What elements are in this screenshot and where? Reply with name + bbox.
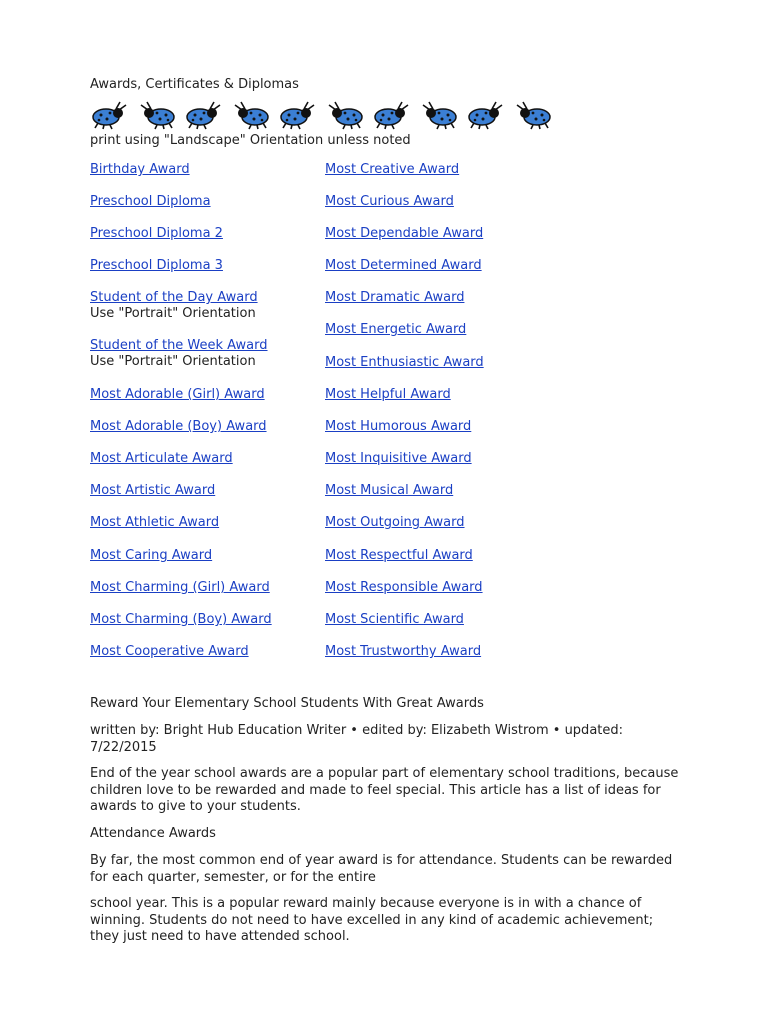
award-link[interactable]: Most Adorable (Boy) Award [90,419,267,434]
award-link[interactable]: Most Responsible Award [325,580,483,595]
print-instructions: print using "Landscape" Orientation unless noted [90,133,411,148]
award-link[interactable]: Student of the Day Award [90,290,258,305]
ladybug-border [90,100,560,130]
ladybug-icon [513,100,553,130]
award-link-item [325,419,471,435]
ladybug-icon [90,100,130,130]
award-link[interactable]: Most Articulate Award [90,451,233,466]
award-link[interactable]: Most Curious Award [325,194,454,209]
article-heading: Reward Your Elementary School Students With Great Awards [90,696,484,711]
award-link[interactable]: Most Musical Award [325,483,454,498]
award-link-item [325,548,473,564]
page-title: Awards, Certificates & Diplomas [90,77,299,92]
award-link-item [325,515,465,531]
award-link-item [90,580,270,596]
award-link-item [325,644,481,660]
award-link[interactable]: Most Charming (Boy) Award [90,612,272,627]
orientation-note: Use "Portrait" Orientation [90,354,256,369]
award-link[interactable]: Most Helpful Award [325,387,451,402]
award-link[interactable]: Most Artistic Award [90,483,216,498]
article-paragraph: By far, the most common end of year award is for attendance. Students can be rewarded for each quarter, semester, or for the entire [90,853,673,885]
award-link[interactable]: Most Energetic Award [325,322,467,337]
award-link[interactable]: Most Outgoing Award [325,515,465,530]
award-link[interactable]: Preschool Diploma 2 [90,226,223,241]
award-link-item [90,194,211,210]
award-link-item [90,644,249,660]
award-link-item [325,612,464,628]
award-link[interactable]: Most Scientific Award [325,612,464,627]
award-link-item [325,355,484,371]
ladybug-icon [184,100,224,130]
award-link-item [325,451,472,467]
award-link[interactable]: Most Inquisitive Award [325,451,472,466]
ladybug-icon [466,100,506,130]
award-link-item [90,483,215,499]
award-link[interactable]: Most Dramatic Award [325,290,465,305]
orientation-note: Use "Portrait" Orientation [90,306,256,321]
ladybug-icon [137,100,177,130]
award-link[interactable]: Most Respectful Award [325,548,473,563]
award-link[interactable]: Student of the Week Award [90,338,268,353]
award-link-item [325,258,482,274]
award-link-item [90,612,272,628]
award-link[interactable]: Most Adorable (Girl) Award [90,387,265,402]
award-link-item [90,338,268,370]
ladybug-icon [372,100,412,130]
award-link[interactable]: Most Humorous Award [325,419,472,434]
award-link[interactable]: Most Trustworthy Award [325,644,482,659]
award-link-item [325,387,451,403]
ladybug-icon [278,100,318,130]
award-link-item [90,258,223,274]
award-link[interactable]: Most Charming (Girl) Award [90,580,270,595]
award-link-item [325,322,466,338]
ladybug-icon [231,100,271,130]
award-link-item [90,226,223,242]
award-link[interactable]: Most Cooperative Award [90,644,249,659]
award-link[interactable]: Birthday Award [90,162,190,177]
award-link[interactable]: Preschool Diploma 3 [90,258,223,273]
award-link[interactable]: Most Athletic Award [90,515,220,530]
award-link[interactable]: Most Creative Award [325,162,460,177]
award-link[interactable]: Most Enthusiastic Award [325,355,484,370]
award-link-item [325,162,459,178]
award-link[interactable]: Most Determined Award [325,258,482,273]
award-link[interactable]: Most Caring Award [90,548,213,563]
award-link-item [90,290,258,322]
award-link-item [90,451,233,467]
award-link-item [325,580,483,596]
award-link-item [90,515,219,531]
award-link[interactable]: Most Dependable Award [325,226,484,241]
article-paragraph: school year. This is a popular reward mainly because everyone is in with a chance of winning. Students do not need to have excelled in any kind of academic achievement; they just need to have attended school. [90,896,654,944]
article-intro: End of the year school awards are a popular part of elementary school traditions, because children love to be rewarded and made to feel special. This article has a list of ideas for awards to give to your students. [90,766,679,814]
award-link-item [325,290,464,306]
section-heading: Attendance Awards [90,826,216,841]
award-link-item [90,387,265,403]
ladybug-icon [419,100,459,130]
award-link[interactable]: Preschool Diploma [90,194,211,209]
award-link-item [325,226,483,242]
award-link-item [90,548,212,564]
award-link-item [325,194,454,210]
award-link-item [90,162,190,178]
ladybug-icon [325,100,365,130]
award-link-item [90,419,267,435]
article-byline: written by: Bright Hub Education Writer • edited by: Elizabeth Wistrom • updated: 7/22/2015 [90,723,624,755]
award-link-item [325,483,453,499]
